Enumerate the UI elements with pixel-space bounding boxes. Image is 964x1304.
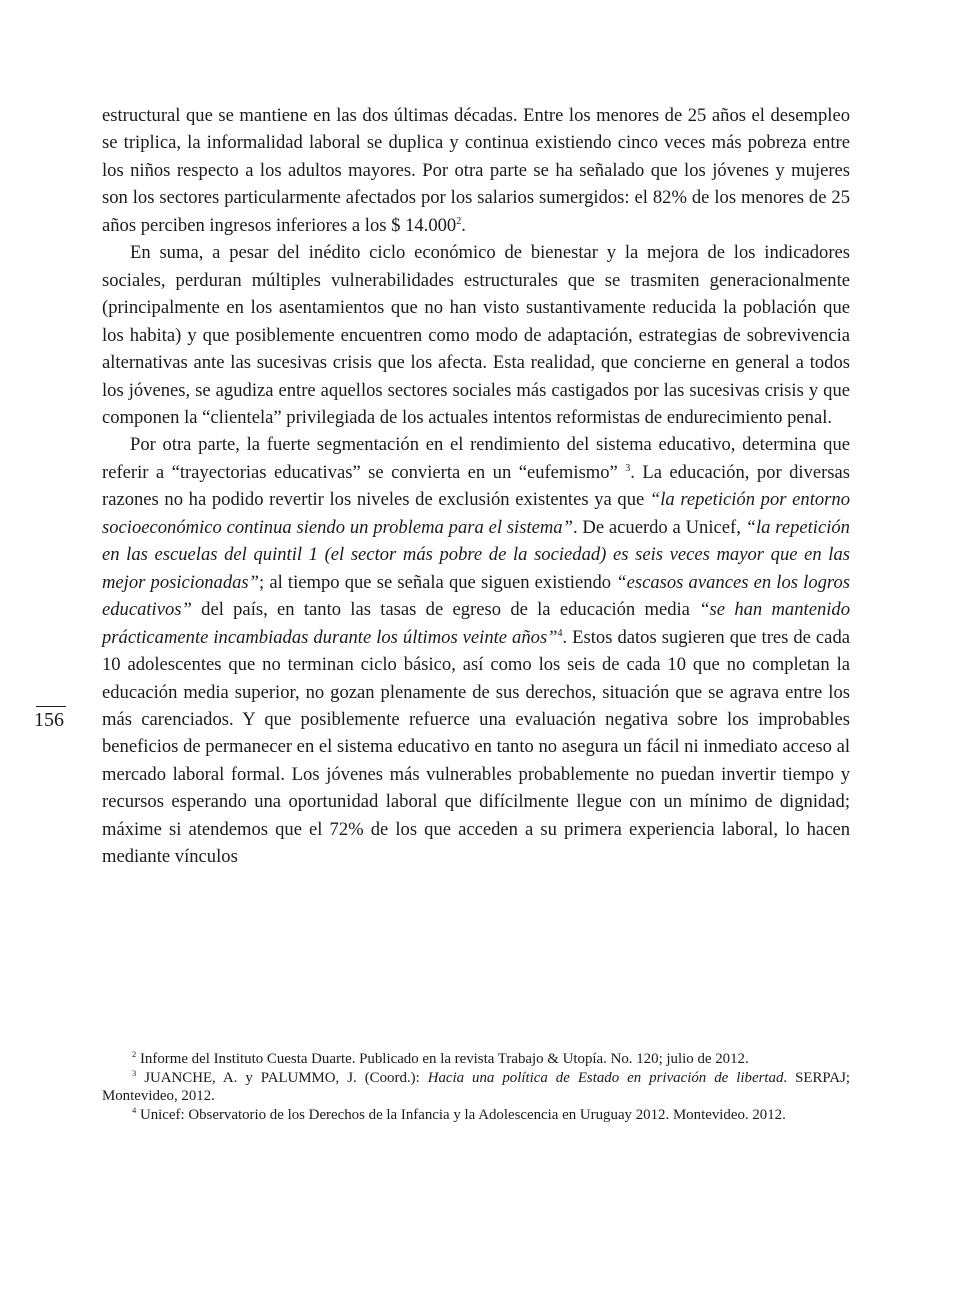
footnote-marker: 4 xyxy=(557,627,563,639)
text-run: del país, en tanto las tasas de egreso de la educación media xyxy=(191,599,700,621)
page-number-rule xyxy=(36,706,66,707)
text-run: JUANCHE, A. y PALUMMO, J. (Coord.): xyxy=(136,1069,428,1086)
footnote xyxy=(102,1069,850,1106)
text-run: Unicef: Observatorio de los Derechos de la Infancia y la Adolescencia en Uruguay 2012. Montevideo. 2012. xyxy=(136,1106,786,1123)
footnote-marker: 3 xyxy=(132,1067,137,1078)
text-run: En suma, a pesar del inédito ciclo económico de bienestar y la mejora de los indicadores sociales, perduran múltiples vulnerabilidades estructurales que se trasmiten generacionalmente (principalmente en los asentamientos que no han visto sustantivamente reducida la población que los habita) y que posiblemente encuentren como modo de adaptación, estrategias de sobrevivencia alternativas ante las sucesivas crisis que los afecta. Esta realidad, que concierne en general a todos los jóvenes, se agudiza entre aquellos sectores sociales más castigados por las sucesivas crisis y que componen la “clientela” privilegiada de los actuales intentos reformistas de endurecimiento penal. xyxy=(102,242,850,428)
text-run: . Estos datos sugieren que tres de cada 10 adolescentes que no terminan ciclo básico, así como los seis de cada 10 que no completan la educación media superior, no gozan plenamente de sus derechos, situación que se agrava entre los más carenciados. Y que posiblemente refuerce una evaluación negativa sobre los improbables beneficios de permanecer en el sistema educativo en tanto no asegura un fácil ni inmediato acceso al mercado laboral formal. Los jóvenes más vulnerables probablemente no puedan invertir tiempo y recursos esperando una oportunidad laboral que difícilmente llegue con un mínimo de dignidad; máxime si atendemos que el 72% de los que acceden a su primera experiencia laboral, lo hacen mediante vínculos xyxy=(102,626,850,868)
text-run: . SERPAJ; Montevideo, 2012. xyxy=(102,1069,851,1105)
paragraph xyxy=(102,431,850,870)
text-run: . De acuerdo a Unicef, xyxy=(572,516,746,538)
italic-quote: “escasos avances en los logros educativos” xyxy=(102,571,850,621)
paragraph xyxy=(102,239,850,431)
text-run: Por otra parte, la fuerte segmentación en el rendimiento del sistema educativo, determina que referir a “trayectorias educativas” se convierta en un “eufemismo” xyxy=(102,434,850,483)
footnote-marker: 4 xyxy=(132,1104,137,1115)
text-run: . La educación, por diversas razones no ha podido revertir los niveles de exclusión existentes ya que xyxy=(102,461,851,511)
footnote-marker: 2 xyxy=(456,215,462,227)
text-run: estructural que se mantiene en las dos últimas décadas. Entre los menores de 25 años el desempleo se triplica, la informalidad laboral se duplica y continua existiendo cinco veces más pobreza entre los niños respecto a los adultos mayores. Por otra parte se ha señalado que los jóvenes y mujeres son los sectores particularmente afectados por los salarios sumergidos: el 82% de los menores de 25 años perciben ingresos inferiores a los $ 14.000 xyxy=(102,105,850,236)
italic-quote: “la repetición por entorno socioeconómico continua siendo un problema para el sistema” xyxy=(102,489,850,538)
footnote-marker: 3 xyxy=(625,462,631,474)
paragraph xyxy=(102,102,850,239)
italic-quote: Hacia una política de Estado en privación de libertad xyxy=(427,1069,784,1086)
footnote xyxy=(102,1050,850,1069)
footnote xyxy=(102,1106,850,1125)
italic-quote: “la repetición en las escuelas del quintil 1 (el sector más pobre de la sociedad) es seis veces mayor que en las mejor posicionadas” xyxy=(102,516,850,593)
body-text xyxy=(102,102,850,871)
text-run: . xyxy=(461,214,466,236)
page-number: 156 xyxy=(34,709,64,731)
text-run: Informe del Instituto Cuesta Duarte. Publicado en la revista Trabajo & Utopía. No. 120; julio de 2012. xyxy=(136,1051,749,1067)
italic-quote: “se han mantenido prácticamente incambiadas durante los últimos veinte años” xyxy=(102,599,850,648)
text-run: ; al tiempo que se señala que siguen existiendo xyxy=(259,571,617,593)
footnote-marker: 2 xyxy=(132,1049,137,1059)
footnotes xyxy=(102,1050,850,1124)
